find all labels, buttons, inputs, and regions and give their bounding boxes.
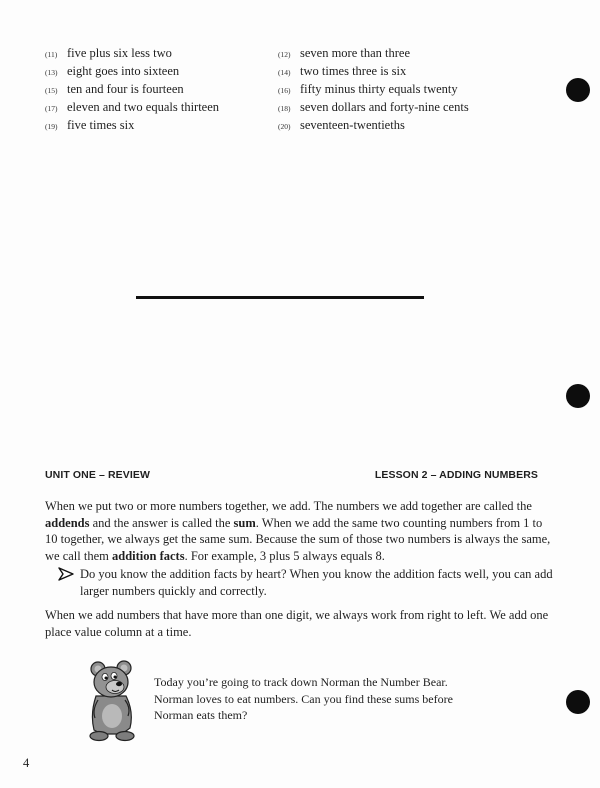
term-sum: sum [233, 515, 256, 530]
exercise-column-right [278, 44, 469, 134]
exercise-column-left [45, 44, 219, 134]
intro-text-3: . When we add the same two counting numbers from 1 to 10 together, we always get the same sum. Because the sum of those two numbers is always the same, we call them [45, 515, 551, 563]
term-addends: addends [45, 515, 90, 530]
exercise-text: ten and four is fourteen [67, 82, 184, 96]
exercise-number: (17) [45, 104, 58, 113]
exercise-number: (15) [45, 86, 58, 95]
exercise-text: eleven and two equals thirteen [67, 100, 220, 114]
exercise-item [45, 44, 219, 62]
exercise-number: (16) [278, 86, 291, 95]
exercise-item [45, 62, 219, 80]
exercise-item [278, 44, 469, 62]
exercise-text: seven more than three [300, 46, 411, 60]
binder-hole-bottom [566, 690, 590, 714]
exercise-text: five times six [67, 118, 135, 132]
exercise-item [45, 116, 219, 134]
unit-heading: UNIT ONE – REVIEW [45, 469, 150, 481]
exercise-text: two times three is six [300, 64, 407, 78]
arrowhead-icon [58, 566, 74, 582]
exercise-text: five plus six less two [67, 46, 172, 60]
binder-hole-middle [566, 384, 590, 408]
section-divider [136, 296, 424, 299]
exercise-text: eight goes into sixteen [67, 64, 180, 78]
intro-text-2: and the answer is called the [89, 515, 234, 530]
exercise-text: seven dollars and forty-nine cents [300, 100, 469, 114]
intro-text-1: When we put two or more numbers together, we add. The numbers we add together are called the [45, 499, 532, 513]
exercise-item [278, 116, 469, 134]
column-paragraph: When we add numbers that have more than one digit, we always work from right to left. We add one place value column at a time. [45, 608, 549, 639]
intro-paragraph [45, 498, 553, 564]
norman-bear-illustration [82, 656, 142, 742]
intro-text-4: . For example, 3 plus 5 always equals 8. [184, 548, 385, 563]
exercise-text: seventeen-twentieths [300, 118, 405, 132]
exercise-number: (19) [45, 122, 58, 131]
lesson-heading: LESSON 2 – ADDING NUMBERS [374, 469, 538, 481]
exercise-text: fifty minus thirty equals twenty [300, 82, 458, 96]
exercise-item [278, 80, 469, 98]
tip-text: Do you know the addition facts by heart? When you know the addition facts well, you can add larger numbers quickly and correctly. [80, 567, 553, 598]
exercise-number: (14) [278, 68, 291, 77]
term-addition-facts: addition facts [112, 548, 185, 563]
binder-hole-top [566, 78, 590, 102]
exercise-item [278, 62, 469, 80]
bear-intro-text: Today you’re going to track down Norman the Number Bear. Norman loves to eat numbers. Can you find these sums before Norman eats them? [154, 675, 453, 722]
exercise-item [45, 98, 219, 116]
exercise-number: (11) [45, 50, 58, 59]
exercise-number: (18) [278, 104, 291, 113]
exercise-number: (13) [45, 68, 58, 77]
exercise-number: (20) [278, 122, 291, 131]
exercise-number: (12) [278, 50, 291, 59]
exercise-item [45, 80, 219, 98]
page-number: 4 [23, 756, 30, 770]
exercise-item [278, 98, 469, 116]
